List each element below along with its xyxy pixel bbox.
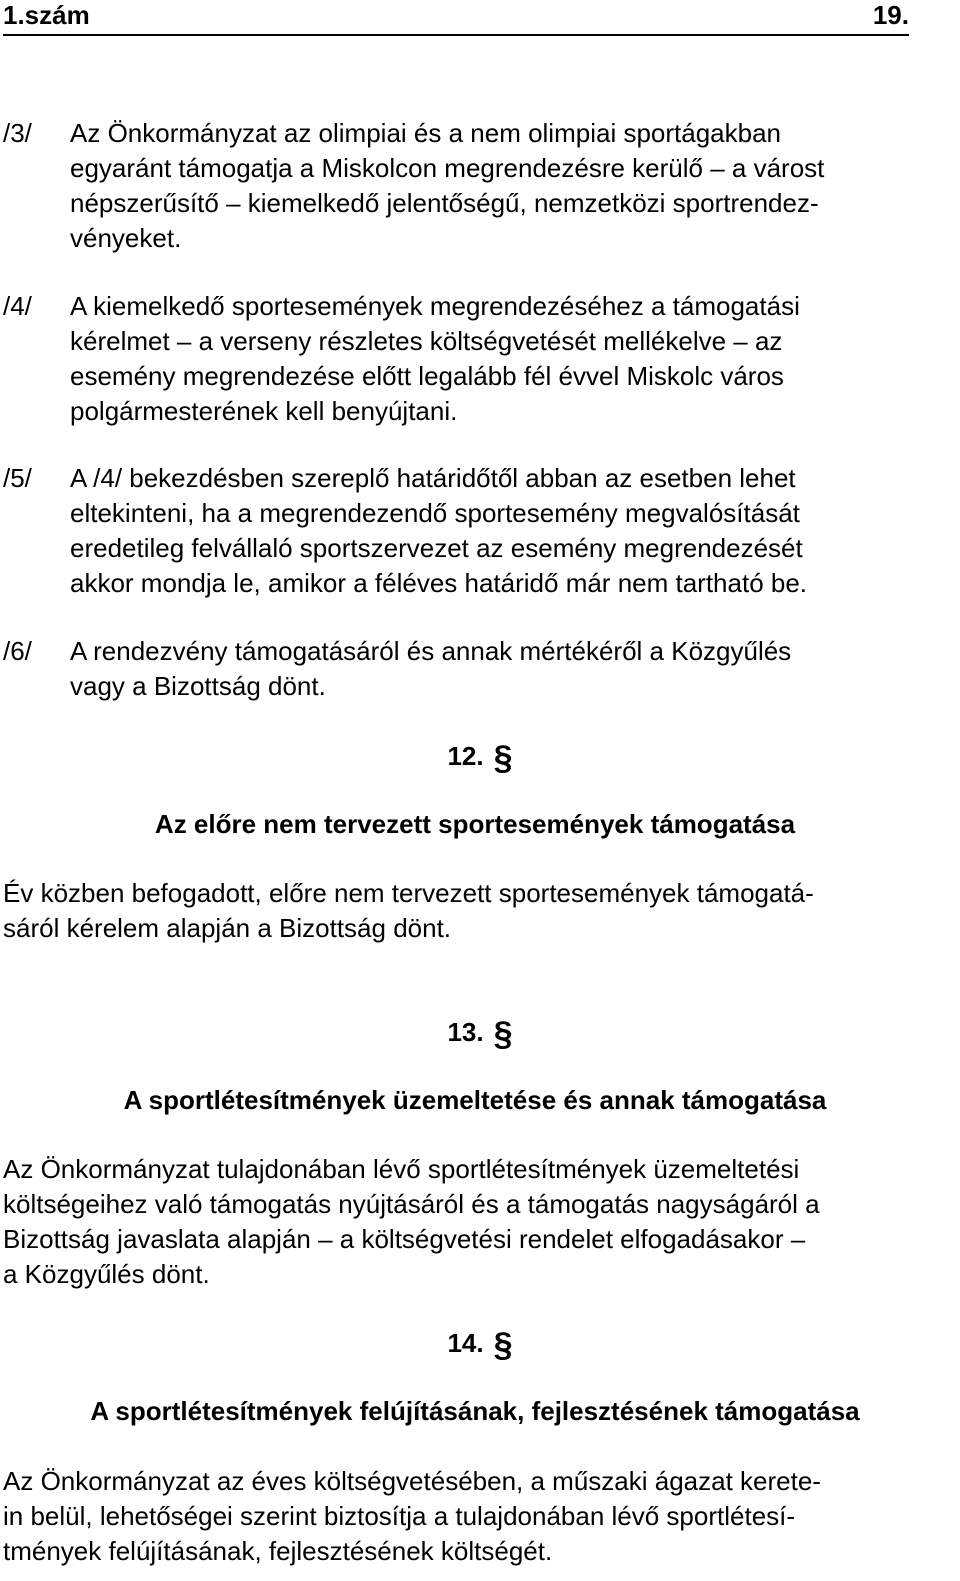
- section-12-title: Az előre nem tervezett sportesemények támogatása: [154, 809, 796, 839]
- paragraph-text: A /4/ bekezdésben szereplő határidőtől abban az esetben lehet eltekinteni, ha a megrendezendő sportesemény megvalósítását eredetileg felvállaló sportszervezet az esemény megrendezését akkor mondja le, amikor a féléves határidő már nem tartható be.: [70, 463, 808, 598]
- paragraph-number: /5/: [3, 463, 32, 493]
- paragraph-text: Az Önkormányzat az olimpiai és a nem olimpiai sportágakban egyaránt támogatja a Miskolcon megrendezésre kerülő – a várost népszerűsítő – kiemelkedő jelentőségű, nemzetközi sportrendez- vényeket.: [70, 118, 825, 253]
- paragraph-text: A kiemelkedő sportesemények megrendezéséhez a támogatási kérelmet – a verseny részletes költségvetését mellékelve – az esemény megrendezése előtt legalább fél évvel Miskolc város polgármesterének kell benyújtani.: [70, 291, 800, 426]
- paragraph-number: /6/: [3, 636, 32, 666]
- section-14-title: A sportlétesítmények felújításának, fejlesztésének támogatása: [90, 1396, 860, 1426]
- section-12-number: [0, 739, 960, 776]
- section-12-text: Év közben befogadott, előre nem tervezett sportesemények támogatá- sáról kérelem alapján a Bizottság dönt.: [3, 878, 814, 943]
- section-13-text: Az Önkormányzat tulajdonában lévő sportlétesítmények üzemeltetési költségeihez való támogatás nyújtásáról és a támogatás nagyságáról a Bizottság javaslata alapján – a költségvetési rendelet elfogadásakor – a Közgyűlés dönt.: [3, 1154, 820, 1289]
- section-13-number: [0, 1015, 960, 1052]
- section-14-number: [0, 1326, 960, 1363]
- section-symbol: §: [493, 739, 513, 777]
- page-number: 19.: [872, 0, 909, 30]
- section-symbol: §: [493, 1326, 513, 1364]
- section-number: 13.: [447, 1017, 484, 1047]
- section-number: 14.: [447, 1328, 484, 1358]
- section-14-text: Az Önkormányzat az éves költségvetésében, a műszaki ágazat kerete- in belül, lehetőségei szerint biztosítja a tulajdonában lévő sportlétesí- tmények felújításának, fejlesztésének költségét.: [3, 1466, 821, 1566]
- section-13-title: A sportlétesítmények üzemeltetése és annak támogatása: [123, 1085, 827, 1115]
- paragraph-text: A rendezvény támogatásáról és annak mértékéről a Közgyűlés vagy a Bizottság dönt.: [70, 636, 792, 701]
- section-number: 12.: [447, 741, 484, 771]
- paragraph-number: /4/: [3, 291, 32, 321]
- paragraph-number: /3/: [3, 118, 32, 148]
- page-header: [3, 0, 909, 36]
- issue-number: 1.szám: [3, 0, 90, 30]
- section-symbol: §: [493, 1015, 513, 1053]
